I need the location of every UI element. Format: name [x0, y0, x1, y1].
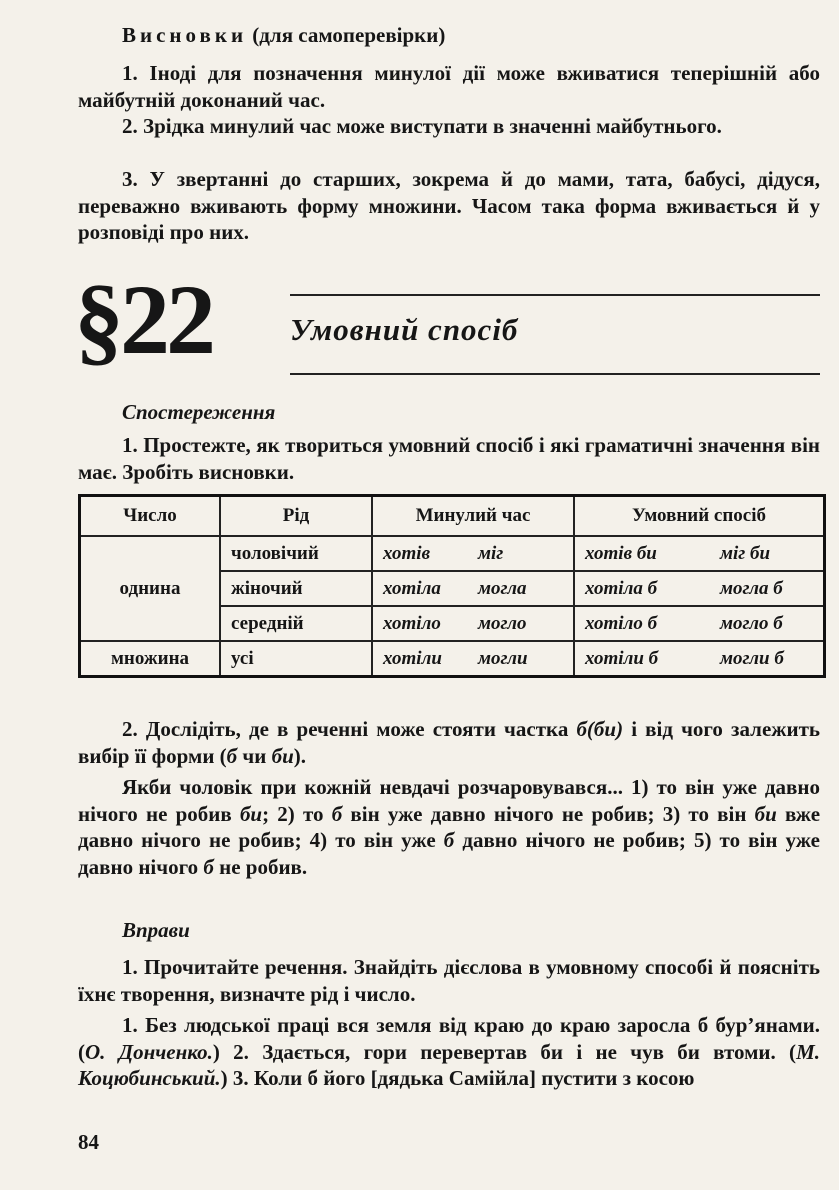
conclusions-title-rest: (для самоперевірки) [252, 23, 446, 47]
example-segment: не робив. [219, 854, 308, 879]
past-form: хотів [383, 542, 431, 564]
section-rule-top [290, 294, 820, 296]
table-cell-conditional [574, 571, 825, 606]
past-form: хотіла [383, 577, 441, 599]
exercises-heading: Вправи [122, 918, 190, 942]
task-2-text: чи [242, 743, 267, 768]
past-form: хотіли [383, 647, 442, 669]
exercise-segment: ) 3. Коли б його [дядька Самійла] пустити з косою [220, 1066, 695, 1090]
page-number: 84 [78, 1130, 99, 1154]
exercise-segment: ) 2. Здається, гори перевертав би і не чув би втоми. ( [212, 1039, 797, 1064]
exercise-task-1: 1. Прочитайте речення. Знайдіть дієслова в умовному способі й поясніть їхнє творення, визначте рід і число. [78, 955, 820, 1006]
observation-heading: Спостереження [122, 400, 276, 424]
table-header-row [80, 496, 825, 537]
section-rule-bottom [290, 373, 820, 375]
table-header-conditional: Умовний спосіб [574, 496, 825, 537]
table-cell-conditional [574, 606, 825, 641]
example-segment: вже давно нічого не робив; 4) то він уже [78, 801, 821, 852]
table-cell-conditional [574, 536, 825, 571]
past-form: могло [478, 612, 527, 634]
example-particle: б [443, 828, 455, 852]
task-2-text: ). [293, 743, 307, 768]
table-row [80, 536, 825, 571]
task-2-particle: б(би) [576, 717, 624, 741]
table-row [80, 641, 825, 677]
table-cell-gender: жіночий [220, 571, 372, 606]
conclusions-title [122, 22, 822, 49]
past-form: хотіло [383, 612, 441, 634]
conclusion-item-1: 1. Іноді для позначення минулої дії може вживатися теперішній або майбутній доконаний час. [78, 61, 820, 112]
table-cell-past [372, 606, 574, 641]
task-2-text: і від чого залежить вибір її форми ( [78, 717, 821, 768]
observation-task-1: 1. Простежте, як твориться умовний спосіб і які граматичні значення він має. Зробіть висновки. [78, 433, 820, 484]
conditional-form: хотіла б [585, 577, 658, 599]
table-cell-past [372, 641, 574, 677]
section-number: §22 [74, 264, 212, 375]
conclusion-item-2: 2. Зрідка минулий час може виступати в значенні майбутнього. [122, 114, 722, 138]
table-cell-gender: середній [220, 606, 372, 641]
example-segment: ; 2) то [262, 801, 324, 826]
exercise-author: О. Донченко. [85, 1039, 213, 1064]
example-segment: Якби чоловік при кожній невдачі розчаровувався... 1) то він уже давно нічого не робив [78, 775, 820, 826]
conditional-form: хотіли б [585, 647, 659, 669]
conjugation-table [78, 494, 826, 678]
conclusions-title-spaced: Висновки [122, 23, 248, 47]
example-particle: би [754, 801, 777, 826]
table-header-gender: Рід [220, 496, 372, 537]
table-cell-past [372, 571, 574, 606]
example-particle: б [203, 854, 214, 879]
task-2 [78, 716, 820, 769]
conditional-form: хотіло б [585, 612, 658, 634]
table-cell-gender: усі [220, 641, 372, 677]
task-2-text: 2. Дослідіть, де в реченні може стояти частка [122, 717, 569, 741]
table-header-number: Число [80, 496, 221, 537]
past-form: могли [478, 647, 528, 669]
past-form: могла [478, 577, 527, 599]
task-2-particle: би [271, 743, 294, 768]
exercise-sentences [78, 1012, 820, 1092]
exercise-author: М. Коцюбинський. [78, 1039, 820, 1090]
conditional-form: могло б [720, 612, 783, 634]
section-title: Умовний спосіб [290, 312, 519, 347]
conditional-form: хотів би [585, 542, 657, 564]
conclusion-item-3: 3. У звертанні до старших, зокрема й до мами, тата, бабусі, дідуся, переважно вживають форму множини. Часом така форма вживається й у розповіді про них. [78, 167, 820, 244]
table-cell-gender: чоловічий [220, 536, 372, 571]
table-cell-plural: множина [80, 641, 221, 677]
example-particle: б [331, 801, 343, 826]
table-cell-conditional [574, 641, 825, 677]
conditional-form: міг би [720, 542, 771, 564]
example-segment: давно нічого не робив; 5) то він уже давно нічого [78, 828, 821, 879]
example-particle: би [239, 801, 263, 826]
conditional-form: могли б [720, 647, 784, 669]
conditional-form: могла б [720, 577, 783, 599]
table-cell-past [372, 536, 574, 571]
table-cell-singular: однина [80, 536, 221, 641]
table-header-past: Минулий час [372, 496, 574, 537]
example-text [78, 774, 820, 880]
task-2-particle: б [226, 743, 238, 768]
exercise-segment: 1. Без людської праці вся земля від краю до краю заросла б бур’янами. ( [78, 1013, 820, 1064]
past-form: міг [478, 542, 504, 564]
example-segment: він уже давно нічого не робив; 3) то він [350, 801, 747, 826]
